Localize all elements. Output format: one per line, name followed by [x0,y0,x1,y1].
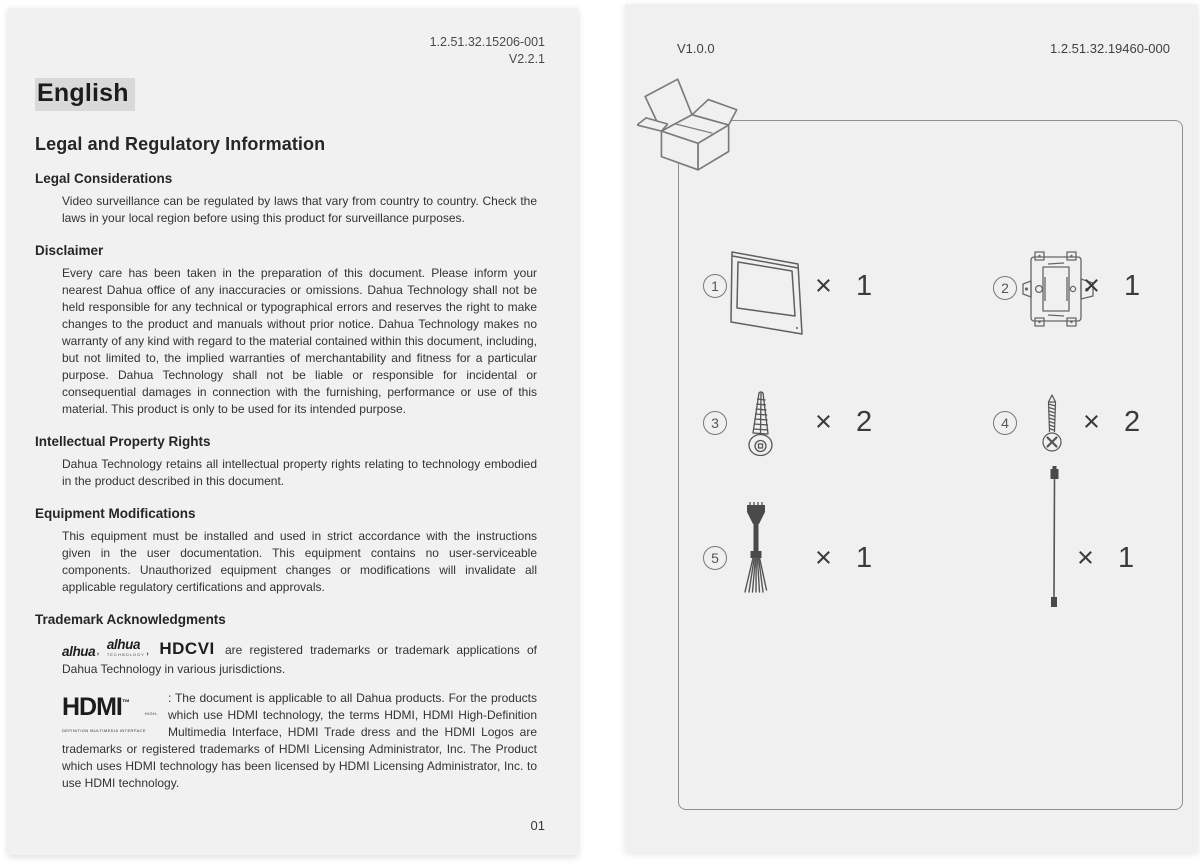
dahua-logo-icon [62,643,95,661]
hdmi-logo-icon [62,691,158,737]
item-number-badge: 4 [993,411,1017,435]
item-quantity: × 1 [815,270,873,302]
dahua-logo-text: alhua [62,644,96,659]
trademark-logos-line [62,636,537,678]
hdmi-logo-text: HDMI [62,693,122,721]
section-body-equipment-modifications: This equipment must be installed and used in strict accordance with the instructions given in the user documentation. This equipment contains no user-serviceable components. Unauthorized equipment changes or modifications will invalidate all applicable regulatory certifications and approvals. [62,529,537,594]
language-heading: English [35,78,135,111]
item-number-badge: 1 [703,274,727,298]
separator: , [96,643,100,657]
page-legal-info [8,8,578,855]
hdmi-trademark-paragraph [62,690,537,792]
item-number-badge: 2 [993,276,1017,300]
doc-code: 1.2.51.32.15206-001 [429,35,545,49]
wiring-harness-icon [739,502,773,594]
trademark-statement: are registered trademarks or trademark applications of Dahua Technology in various jurisdictions. [62,643,537,676]
doc-code: 1.2.51.32.19460-000 [1050,41,1170,56]
extension-cable-icon [1045,466,1065,610]
section-body-legal-considerations: Video surveillance can be regulated by laws that vary from country to country. Check the laws in your local region before using this product for surveillance purposes. [62,194,537,225]
document-codes [8,8,578,68]
hdcvi-logo-icon: HDCVI [159,639,215,658]
section-body-disclaimer: Every care has been taken in the preparation of this document. Please inform your nearest Dahua office of any inaccuracies or omissions. Dahua Technology shall not be held responsible for any technical or typographical errors and reserves the right to make changes to the product and manuals without prior notice. Dahua Technology makes no warranty of any kind with regard to the material contained within this document, including, but not limited to, the implied warranties of merchantability and fitness for a particular purpose. Dahua Technology shall not be liable or responsible for incidental or consequential damages in connection with the furnishing, performance or use of this material. This product is only to be used for its intended purpose. [62,266,537,416]
item-quantity: × 1 [1077,542,1135,574]
section-heading-trademarks: Trademark Acknowledgments [35,612,226,627]
doc-version: V1.0.0 [677,41,715,56]
item-number-badge: 5 [703,546,727,570]
section-heading-disclaimer: Disclaimer [35,243,104,258]
section-heading-equipment-modifications: Equipment Modifications [35,506,196,521]
separator: , [145,643,150,657]
hdmi-logo-subtext: HIGH-DEFINITION MULTIMEDIA INTERFACE [62,711,158,733]
item-quantity: × 2 [815,406,873,438]
hdmi-statement: : The document is applicable to all Dahua products. For the products which use HDMI technology, the terms HDMI, HDMI High-Definition Multimedia Interface, HDMI Trade dress and the HDMI Logos are trademarks or registered trademarks of HDMI Licensing Administrator, Inc. The Product which uses HDMI technology has been licensed by HDMI Licensing Administrator, Inc. to use HDMI technology. [62,691,537,790]
open-box-icon [637,72,749,176]
doc-version: V2.2.1 [508,52,545,66]
item-quantity: × 2 [1083,406,1141,438]
dahua-logo-text: alhua [106,637,141,652]
page-number: 01 [530,818,545,833]
indoor-monitor-icon [729,249,807,339]
page-title: Legal and Regulatory Information [35,134,326,154]
section-heading-ipr: Intellectual Property Rights [35,434,211,449]
expansion-anchor-icon [741,390,779,468]
dahua-logo-subtext: TECHNOLOGY [106,652,145,657]
page-packing-list [625,4,1198,852]
screw-icon [1037,394,1067,456]
item-number-badge: 3 [703,411,727,435]
hdmi-tm-mark: ™ [121,698,130,707]
section-body-ipr: Dahua Technology retains all intellectual property rights relating to technology embodied in the product described in this document. [62,457,537,488]
section-heading-legal-considerations: Legal Considerations [35,171,173,186]
dahua-technology-logo-icon [107,636,145,657]
item-quantity: × 1 [1083,270,1141,302]
item-quantity: × 1 [815,542,873,574]
